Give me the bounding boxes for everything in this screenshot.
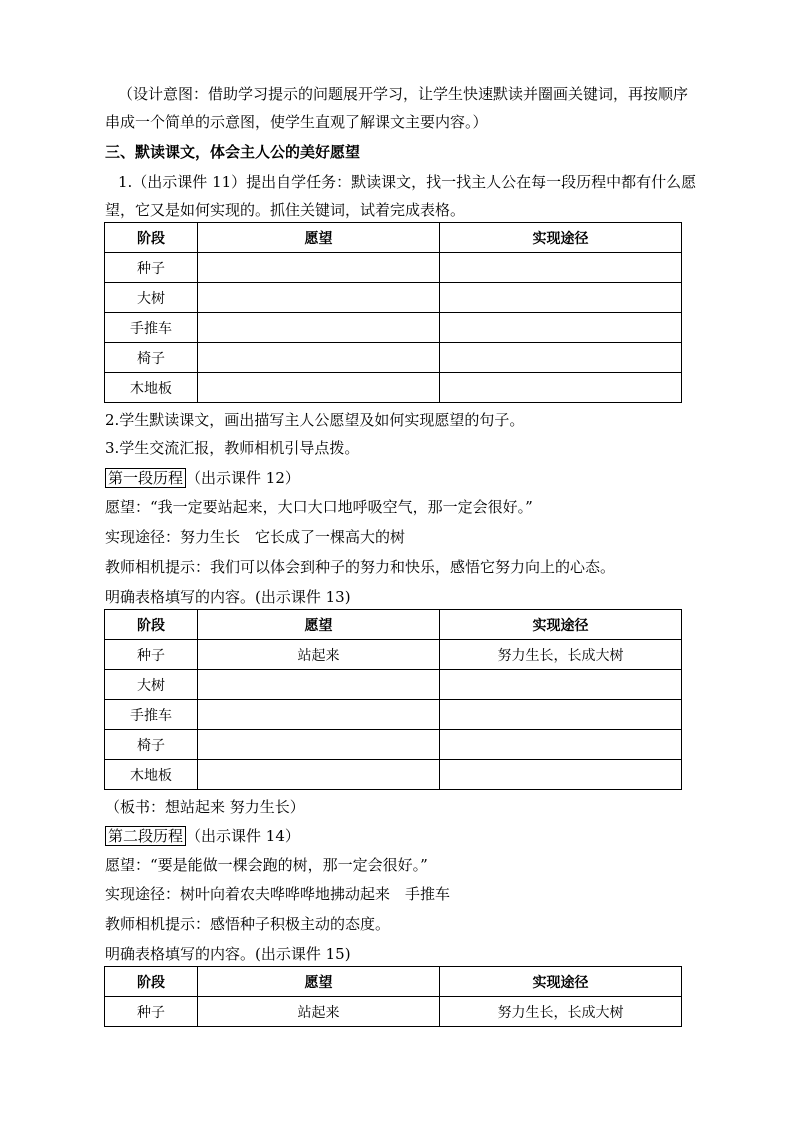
table-row [105,283,682,313]
phase-1-clarify: 明确表格填写的内容。(出示课件 13) [105,588,351,606]
table-row [105,730,682,760]
wish-table-2 [104,609,682,790]
path-cell [440,730,682,760]
path-cell [440,700,682,730]
stage-cell: 大树 [105,283,198,313]
wish-cell [198,700,440,730]
header-path: 实现途径 [440,610,682,640]
stage-cell: 种子 [105,253,198,283]
stage-cell: 椅子 [105,730,198,760]
wish-cell [198,313,440,343]
phase-1-line [105,468,300,488]
table-row [105,997,682,1027]
phase-1-label: 第一段历程 [105,468,186,488]
phase-2-hint: 教师相机提示：感悟种子积极主动的态度。 [105,915,391,933]
stage-cell: 种子 [105,997,198,1027]
phase-2-line [105,826,300,846]
phase-2-wish: 愿望：“要是能做一棵会跑的树，那一定会很好。” [105,856,428,874]
stage-cell: 手推车 [105,700,198,730]
table-header-row [105,223,682,253]
path-cell: 努力生长，长成大树 [440,640,682,670]
wish-cell [198,253,440,283]
phase-1-wish: 愿望：“我一定要站起来，大口大口地呼吸空气，那一定会很好。” [105,498,533,516]
header-stage: 阶段 [105,967,198,997]
table-row [105,760,682,790]
wish-cell [198,760,440,790]
wish-cell [198,670,440,700]
table-row [105,343,682,373]
table-row [105,670,682,700]
intro-line-1: （设计意图：借助学习提示的问题展开学习，让学生快速默读并圈画关键词，再按顺序 [118,85,689,103]
path-cell [440,283,682,313]
wish-cell: 站起来 [198,640,440,670]
table-header-row [105,610,682,640]
header-wish: 愿望 [198,967,440,997]
table-row [105,253,682,283]
wish-cell [198,373,440,403]
intro-line-2: 串成一个简单的示意图，使学生直观了解课文主要内容。） [105,113,488,131]
header-wish: 愿望 [198,223,440,253]
table-row [105,640,682,670]
path-cell [440,373,682,403]
header-wish: 愿望 [198,610,440,640]
stage-cell: 种子 [105,640,198,670]
path-cell [440,760,682,790]
phase-1-courseware: （出示课件 12） [186,469,300,487]
table-row [105,373,682,403]
wish-cell [198,730,440,760]
path-cell [440,670,682,700]
task-line-1: 1.（出示课件 11）提出自学任务：默读课文，找一找主人公在每一段历程中都有什么愿 [118,173,697,191]
header-stage: 阶段 [105,610,198,640]
stage-cell: 手推车 [105,313,198,343]
phase-2-path: 实现途径：树叶向着农夫哗哗哗地拂动起来 手推车 [105,885,451,903]
step-3: 3.学生交流汇报，教师相机引导点拨。 [105,439,360,457]
board-note: （板书：想站起来 努力生长） [105,798,305,816]
phase-2-courseware: （出示课件 14） [186,827,300,845]
path-cell [440,313,682,343]
table-row [105,700,682,730]
wish-cell: 站起来 [198,997,440,1027]
phase-2-clarify: 明确表格填写的内容。(出示课件 15) [105,945,351,963]
path-cell [440,253,682,283]
wish-cell [198,283,440,313]
phase-2-label: 第二段历程 [105,826,186,846]
stage-cell: 椅子 [105,343,198,373]
table-header-row [105,967,682,997]
section-heading: 三、默读课文，体会主人公的美好愿望 [105,143,361,161]
table-row [105,313,682,343]
phase-1-path: 实现途径：努力生长 它长成了一棵高大的树 [105,528,406,546]
header-stage: 阶段 [105,223,198,253]
wish-table-3 [104,966,682,1027]
task-line-2: 望，它又是如何实现的。抓住关键词，试着完成表格。 [105,201,466,219]
step-2: 2.学生默读课文，画出描写主人公愿望及如何实现愿望的句子。 [105,411,525,429]
path-cell: 努力生长，长成大树 [440,997,682,1027]
path-cell [440,343,682,373]
stage-cell: 大树 [105,670,198,700]
wish-cell [198,343,440,373]
phase-1-hint: 教师相机提示：我们可以体会到种子的努力和快乐，感悟它努力向上的心态。 [105,558,616,576]
stage-cell: 木地板 [105,373,198,403]
stage-cell: 木地板 [105,760,198,790]
header-path: 实现途径 [440,967,682,997]
header-path: 实现途径 [440,223,682,253]
wish-table-1 [104,222,682,403]
